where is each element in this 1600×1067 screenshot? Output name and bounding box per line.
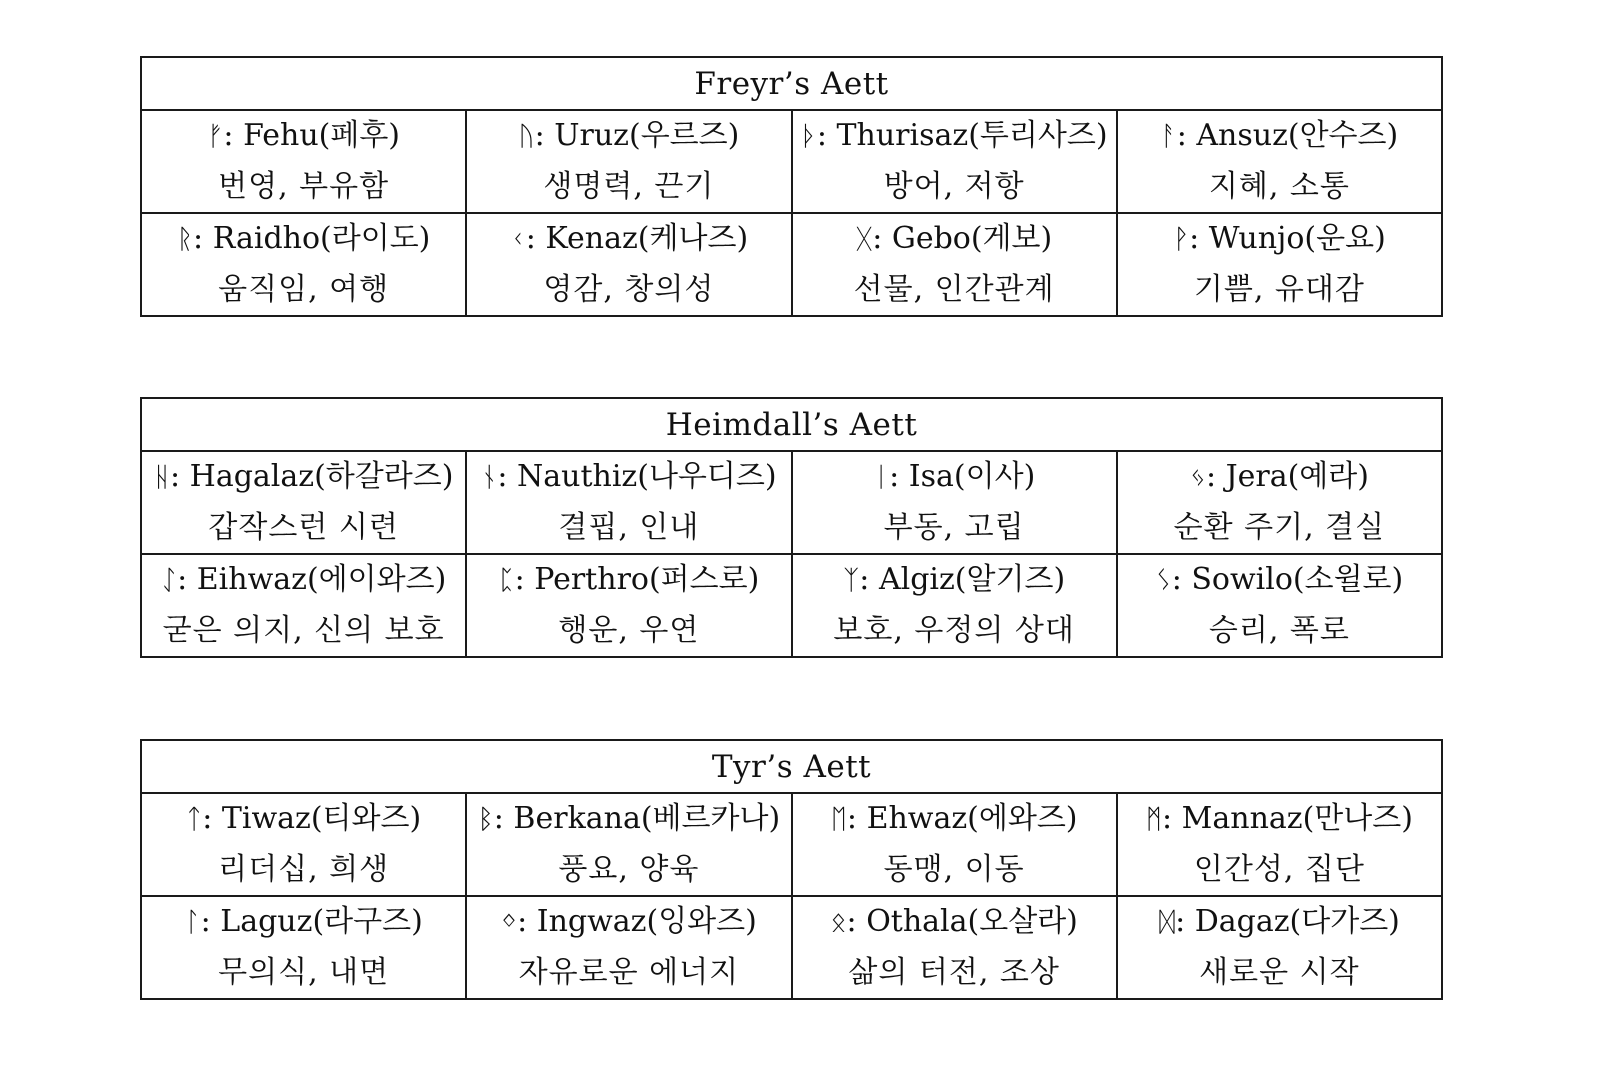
rune-meaning: 무의식, 내면 — [218, 955, 390, 990]
rune-name: : Eihwaz(에이와즈) — [177, 562, 447, 597]
rune-name-line — [467, 897, 790, 948]
rune-name: : Kenaz(케나즈) — [525, 221, 749, 256]
rune-name-line — [793, 555, 1116, 606]
rune-meaning: 방어, 저항 — [883, 169, 1025, 204]
rune-glyph: ᚱ — [176, 224, 194, 255]
rune-meaning: 선물, 인간관계 — [853, 272, 1055, 307]
rune-name: : Nauthiz(나우디즈) — [497, 459, 777, 494]
rune-name-line — [142, 897, 465, 948]
rune-meaning: 굳은 의지, 신의 보호 — [162, 613, 445, 648]
rune-name-line — [1118, 111, 1441, 162]
rune-glyph: ᛚ — [184, 907, 201, 938]
rune-glyph: ᚲ — [509, 224, 526, 255]
rune-name-line — [467, 452, 790, 503]
aett-table-tyr — [140, 739, 1443, 1000]
rune-name: : Uruz(우르즈) — [534, 118, 740, 153]
rune-name: : Dagaz(다가즈) — [1175, 904, 1400, 939]
rune-meaning: 동맹, 이동 — [883, 852, 1025, 887]
rune-name-line — [793, 452, 1116, 503]
rune-meaning: 자유로운 에너지 — [518, 955, 740, 990]
rune-name: : Hagalaz(하갈라즈) — [170, 459, 454, 494]
rune-cell — [466, 213, 791, 316]
rune-cell — [1117, 793, 1442, 896]
rune-name-line — [1118, 794, 1441, 845]
rune-name-line — [793, 897, 1116, 948]
rune-name-line — [793, 214, 1116, 265]
rune-cell — [141, 793, 466, 896]
rune-glyph: ᚦ — [800, 121, 817, 152]
rune-name: : Ehwaz(에와즈) — [846, 801, 1078, 836]
rune-name-line — [793, 794, 1116, 845]
rune-cell — [792, 110, 1117, 213]
rune-glyph: ᚠ — [207, 121, 224, 152]
rune-meaning: 지혜, 소통 — [1208, 169, 1350, 204]
rune-meaning: 승리, 폭로 — [1208, 613, 1350, 648]
rune-name: : Wunjo(운요) — [1189, 221, 1386, 256]
rune-meaning: 행운, 우연 — [558, 613, 700, 648]
rune-name-line — [1118, 555, 1441, 606]
rune-meaning: 인간성, 집단 — [1193, 852, 1365, 887]
rune-cell — [141, 213, 466, 316]
rune-cell — [1117, 213, 1442, 316]
rune-name-line — [1118, 452, 1441, 503]
rune-glyph: ᛜ — [500, 907, 518, 938]
aett-table-heimdall — [140, 397, 1443, 658]
rune-name-line — [142, 452, 465, 503]
rune-name-line — [467, 555, 790, 606]
rune-glyph: ᚹ — [1172, 224, 1190, 255]
rune-name: : Algiz(알기즈) — [859, 562, 1066, 597]
rune-cell — [792, 896, 1117, 999]
aett-title: Tyr’s Aett — [141, 740, 1442, 793]
rune-name: : Tiwaz(티와즈) — [202, 801, 422, 836]
rune-name: : Ansuz(안수즈) — [1176, 118, 1399, 153]
rune-name-line — [1118, 214, 1441, 265]
rune-name-line — [467, 111, 790, 162]
rune-name-line — [142, 555, 465, 606]
rune-glyph: ᛇ — [160, 565, 178, 596]
rune-meaning: 순환 주기, 결실 — [1173, 510, 1386, 545]
rune-name-line — [467, 214, 790, 265]
rune-meaning: 갑작스런 시련 — [208, 510, 399, 545]
rune-name: : Fehu(페후) — [223, 118, 401, 153]
rune-cell — [792, 554, 1117, 657]
rune-meaning: 풍요, 양육 — [558, 852, 700, 887]
rune-meaning: 리더십, 희생 — [218, 852, 390, 887]
rune-cell — [792, 793, 1117, 896]
rune-name: : Perthro(퍼스로) — [514, 562, 760, 597]
rune-cell — [1117, 554, 1442, 657]
rune-name: : Gebo(게보) — [872, 221, 1053, 256]
rune-meaning: 결핍, 인내 — [558, 510, 700, 545]
rune-cell — [141, 110, 466, 213]
rune-name: : Thurisaz(투리사즈) — [816, 118, 1108, 153]
rune-cell — [1117, 451, 1442, 554]
rune-cell — [466, 896, 791, 999]
rune-meaning: 보호, 우정의 상대 — [833, 613, 1075, 648]
rune-cell — [141, 554, 466, 657]
rune-meaning: 생명력, 끈기 — [543, 169, 715, 204]
rune-cell — [141, 896, 466, 999]
rune-glyph: ᛃ — [1189, 462, 1206, 493]
rune-name: : Laguz(라구즈) — [200, 904, 423, 939]
rune-name: : Mannaz(만나즈) — [1162, 801, 1413, 836]
rune-glyph: ᛏ — [186, 804, 203, 835]
rune-meaning: 부동, 고립 — [883, 510, 1025, 545]
rune-name: : Jera(예라) — [1205, 459, 1369, 494]
rune-meaning: 움직임, 여행 — [218, 272, 390, 307]
rune-glyph: ᛊ — [1155, 565, 1172, 596]
rune-glyph: ᛟ — [830, 907, 847, 938]
rune-meaning: 영감, 창의성 — [543, 272, 715, 307]
aett-title: Freyr’s Aett — [141, 57, 1442, 110]
rune-cell — [792, 451, 1117, 554]
rune-cell — [466, 110, 791, 213]
rune-cell — [1117, 896, 1442, 999]
rune-cell — [141, 451, 466, 554]
rune-name: : Sowilo(소윌로) — [1171, 562, 1404, 597]
aett-table-freyr — [140, 56, 1443, 317]
rune-name-line — [467, 794, 790, 845]
rune-name-line — [1118, 897, 1441, 948]
rune-glyph: ᛖ — [830, 804, 847, 835]
rune-name: : Othala(오살라) — [846, 904, 1078, 939]
rune-glyph: ᛁ — [872, 462, 890, 493]
rune-glyph: ᛗ — [1145, 804, 1162, 835]
rune-meaning: 기쁨, 유대감 — [1193, 272, 1365, 307]
rune-glyph: ᛈ — [498, 565, 515, 596]
rune-glyph: ᚢ — [518, 121, 535, 152]
rune-name-line — [142, 214, 465, 265]
rune-glyph: ᚨ — [1160, 121, 1177, 152]
rune-cell — [466, 451, 791, 554]
rune-name: : Raidho(라이도) — [193, 221, 431, 256]
rune-cell — [466, 793, 791, 896]
rune-glyph: ᛒ — [477, 804, 494, 835]
rune-glyph: ᚾ — [481, 462, 498, 493]
rune-name: : Isa(이사) — [889, 459, 1036, 494]
rune-name: : Ingwaz(잉와즈) — [517, 904, 757, 939]
rune-cell — [792, 213, 1117, 316]
rune-glyph: ᚺ — [153, 462, 171, 493]
rune-meaning: 삶의 터전, 조상 — [848, 955, 1060, 990]
rune-name: : Berkana(베르카나) — [493, 801, 781, 836]
rune-meaning: 새로운 시작 — [1199, 955, 1360, 990]
rune-name-line — [793, 111, 1116, 162]
rune-name-line — [142, 111, 465, 162]
aett-title: Heimdall’s Aett — [141, 398, 1442, 451]
rune-cell — [1117, 110, 1442, 213]
rune-glyph: ᛉ — [843, 565, 860, 596]
rune-glyph: ᚷ — [856, 224, 873, 255]
rune-meaning: 번영, 부유함 — [218, 169, 390, 204]
rune-name-line — [142, 794, 465, 845]
rune-cell — [466, 554, 791, 657]
rune-glyph: ᛞ — [1158, 907, 1176, 938]
